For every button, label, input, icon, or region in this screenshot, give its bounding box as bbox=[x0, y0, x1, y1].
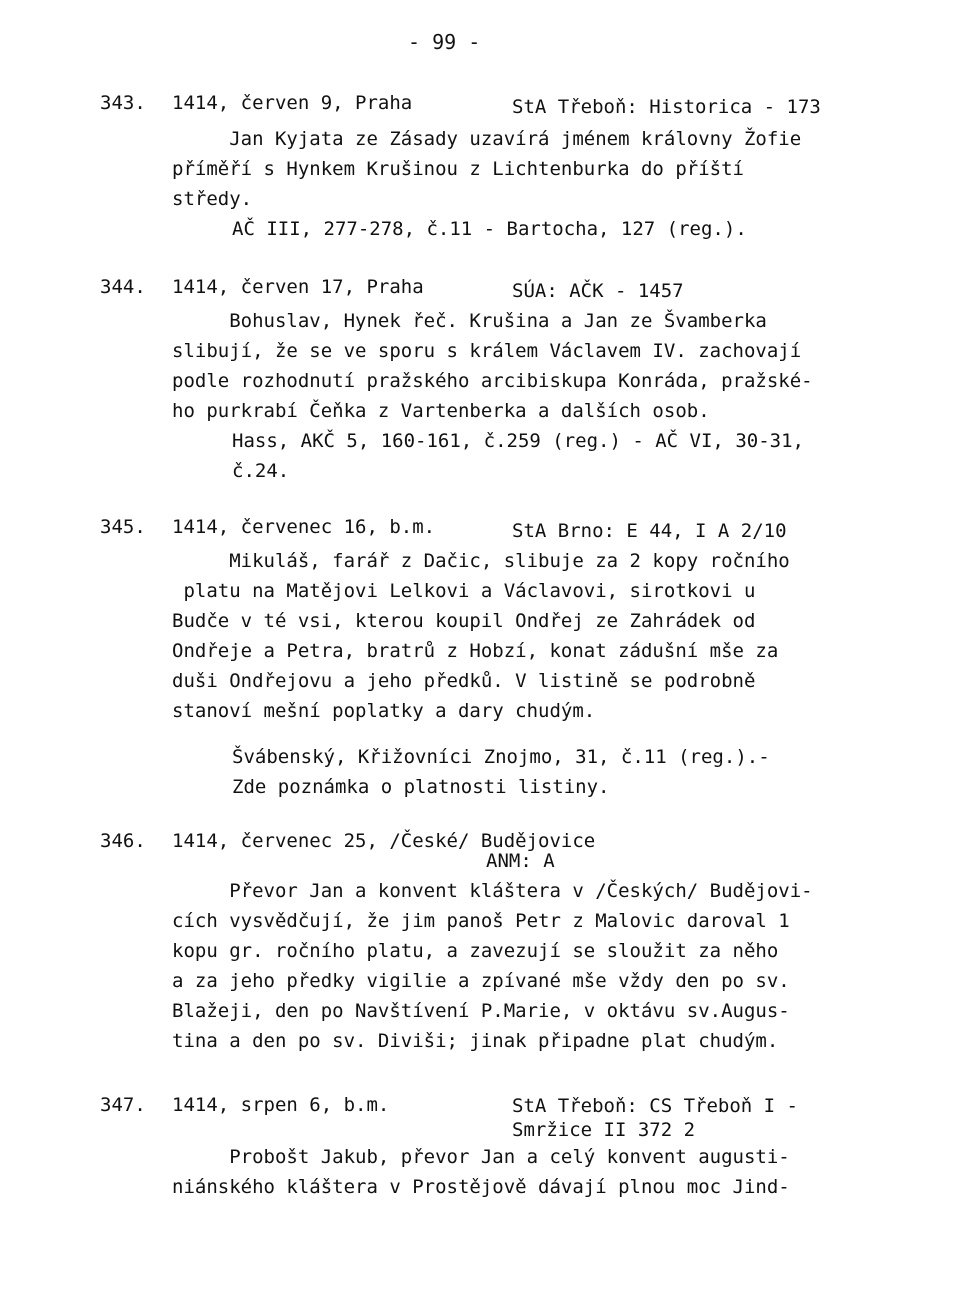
text-line: tina a den po sv. Diviši; jinak připadne plat chudým. bbox=[172, 1030, 779, 1052]
entry-date: 1414, srpen 6, b.m. bbox=[172, 1094, 390, 1116]
text-line: středy. bbox=[172, 188, 253, 210]
text-line: a za jeho předky vigilie a zpívané mše vždy den po sv. bbox=[172, 970, 790, 992]
entry-source bbox=[512, 516, 787, 546]
entry-text bbox=[172, 306, 872, 426]
entry-reference bbox=[232, 426, 804, 486]
source-line: StA Brno: E 44, I A 2/10 bbox=[512, 520, 787, 542]
source-line: Smržice II 372 2 bbox=[512, 1119, 696, 1141]
entry-number: 344. bbox=[100, 276, 146, 298]
source-line: ANM: A bbox=[486, 850, 555, 872]
text-line: podle rozhodnutí pražského arcibiskupa Konráda, pražské- bbox=[172, 370, 813, 392]
reference-line: Hass, AKČ 5, 160-161, č.259 (reg.) - AČ VI, 30-31, bbox=[232, 430, 804, 452]
source-line: StA Třeboň: CS Třeboň I - bbox=[512, 1095, 798, 1117]
text-line: Jan Kyjata ze Zásady uzavírá jménem královny Žofie bbox=[172, 128, 802, 150]
text-line: Bohuslav, Hynek řeč. Krušina a Jan ze Švamberka bbox=[172, 310, 767, 332]
text-line: slibují, že se ve sporu s králem Václavem IV. zachovají bbox=[172, 340, 802, 362]
source-line: StA Třeboň: Historica - 173 bbox=[512, 96, 821, 118]
text-line: Budče v té vsi, kterou koupil Ondřej ze Zahrádek od bbox=[172, 610, 756, 632]
reference-line: Švábenský, Křižovníci Znojmo, 31, č.11 (reg.).- bbox=[232, 746, 770, 768]
source-line: SÚA: AČK - 1457 bbox=[512, 280, 684, 302]
page-number: - 99 - bbox=[408, 30, 481, 54]
text-line: Převor Jan a konvent kláštera v /Českých/ Budějovi- bbox=[172, 880, 813, 902]
reference-line: AČ III, 277-278, č.11 - Bartocha, 127 (reg.). bbox=[232, 218, 747, 240]
entry-text bbox=[172, 1142, 872, 1202]
reference-line: č.24. bbox=[232, 460, 290, 482]
entry-source bbox=[512, 1094, 798, 1142]
text-line: Mikuláš, farář z Dačic, slibuje za 2 kopy ročního bbox=[172, 550, 790, 572]
entry-source bbox=[512, 92, 821, 122]
text-line: niánského kláštera v Prostějově dávají plnou moc Jind- bbox=[172, 1176, 790, 1198]
entry-reference bbox=[232, 214, 747, 244]
entry-text bbox=[172, 546, 872, 726]
entry-number: 343. bbox=[100, 92, 146, 114]
entry-number: 345. bbox=[100, 516, 146, 538]
entry-reference bbox=[232, 742, 770, 802]
text-line: Probošt Jakub, převor Jan a celý konvent augusti- bbox=[172, 1146, 790, 1168]
reference-line: Zde poznámka o platnosti listiny. bbox=[232, 776, 610, 798]
entry-date: 1414, červen 9, Praha bbox=[172, 92, 413, 114]
entry-date: 1414, červen 17, Praha bbox=[172, 276, 424, 298]
entry-number: 347. bbox=[100, 1094, 146, 1116]
text-line: duši Ondřejovu a jeho předků. V listině se podrobně bbox=[172, 670, 756, 692]
text-line: kopu gr. ročního platu, a zavezují se sloužit za něho bbox=[172, 940, 779, 962]
entry-text bbox=[172, 876, 872, 1056]
text-line: cích vysvědčují, že jim panoš Petr z Malovic daroval 1 bbox=[172, 910, 790, 932]
entry-source bbox=[512, 276, 684, 306]
entry-number: 346. bbox=[100, 830, 146, 852]
text-line: platu na Matějovi Lelkovi a Václavovi, sirotkovi u bbox=[172, 580, 756, 602]
entry-date: 1414, červenec 16, b.m. bbox=[172, 516, 436, 538]
text-line: Blažeji, den po Navštívení P.Marie, v oktávu sv.Augus- bbox=[172, 1000, 790, 1022]
text-line: Ondřeje a Petra, bratrů z Hobzí, konat zádušní mše za bbox=[172, 640, 779, 662]
entry-date: 1414, červenec 25, /České/ Budějovice bbox=[172, 830, 596, 852]
text-line: stanoví mešní poplatky a dary chudým. bbox=[172, 700, 596, 722]
entry-text bbox=[172, 124, 872, 214]
text-line: ho purkrabí Čeňka z Vartenberka a dalších osob. bbox=[172, 400, 710, 422]
text-line: příměří s Hynkem Krušinou z Lichtenburka do příští bbox=[172, 158, 744, 180]
entry-source bbox=[486, 846, 555, 876]
